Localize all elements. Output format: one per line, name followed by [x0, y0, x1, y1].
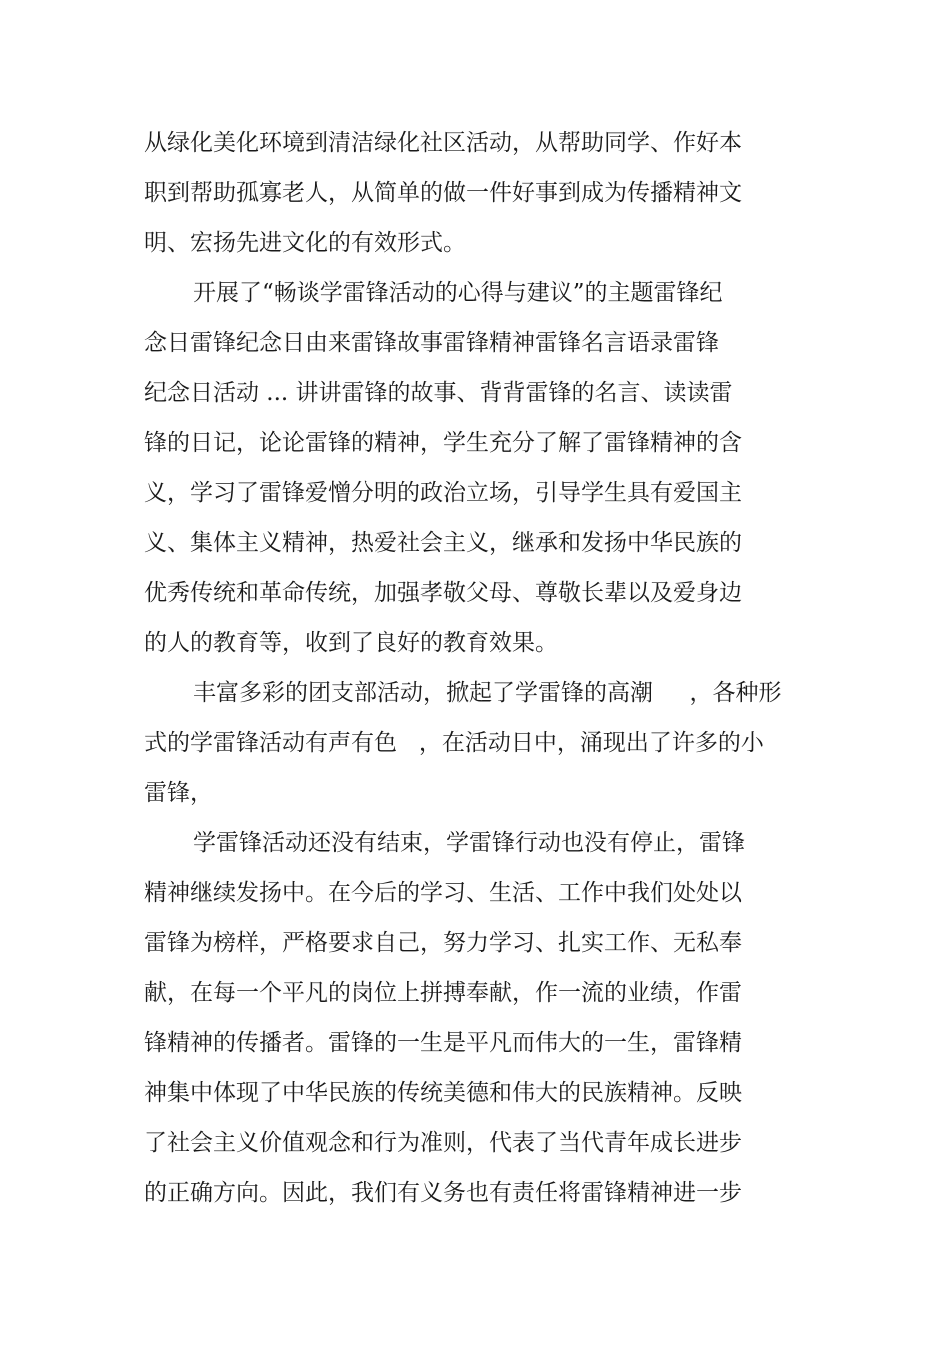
text-line: 献，在每一个平凡的岗位上拼搏奉献，作一流的业绩，作雷 — [144, 980, 742, 1006]
text-line: 职到帮助孤寡老人，从简单的做一件好事到成为传播精神文 — [144, 180, 742, 206]
text-line: 的人的教育等，收到了良好的教育效果。 — [144, 630, 558, 656]
text-line: 义，学习了雷锋爱憎分明的政治立场，引导学生具有爱国主 — [144, 480, 742, 506]
text-line: 念日雷锋纪念日由来雷锋故事雷锋精神雷锋名言语录雷锋 — [144, 330, 719, 356]
text-line: 精神继续发扬中。在今后的学习、生活、工作中我们处处以 — [144, 880, 742, 906]
paragraph-start-line: 学雷锋活动还没有结束，学雷锋行动也没有停止，雷锋 — [193, 830, 745, 856]
paragraph-start-line: 开展了“畅谈学雷锋活动的心得与建议”的主题雷锋纪 — [193, 280, 723, 306]
text-line: 神集中体现了中华民族的传统美德和伟大的民族精神。反映 — [144, 1080, 742, 1106]
text-line: 锋精神的传播者。雷锋的一生是平凡而伟大的一生，雷锋精 — [144, 1030, 742, 1056]
text-line: 了社会主义价值观念和行为准则，代表了当代青年成长进步 — [144, 1130, 742, 1156]
text-line: 锋的日记，论论雷锋的精神，学生充分了解了雷锋精神的含 — [144, 430, 742, 456]
text-line: 的正确方向。因此，我们有义务也有责任将雷锋精神进一步 — [144, 1180, 742, 1206]
text-line: 纪念日活动 ... 讲讲雷锋的故事、背背雷锋的名言、读读雷 — [144, 380, 733, 406]
text-line: 义、集体主义精神，热爱社会主义，继承和发扬中华民族的 — [144, 530, 742, 556]
text-line: 从绿化美化环境到清洁绿化社区活动，从帮助同学、作好本 — [144, 130, 742, 156]
text-line: 雷锋， — [144, 780, 213, 806]
text-line: 优秀传统和革命传统，加强孝敬父母、尊敬长辈以及爱身边 — [144, 580, 742, 606]
text-line: 雷锋为榜样，严格要求自己，努力学习、扎实工作、无私奉 — [144, 930, 742, 956]
text-line: 式的学雷锋活动有声有色 ，在活动日中，涌现出了许多的小 — [144, 730, 764, 756]
paragraph-start-line: 丰富多彩的团支部活动，掀起了学雷锋的高潮 ，各种形 — [193, 680, 782, 706]
text-line: 明、宏扬先进文化的有效形式。 — [144, 230, 466, 256]
